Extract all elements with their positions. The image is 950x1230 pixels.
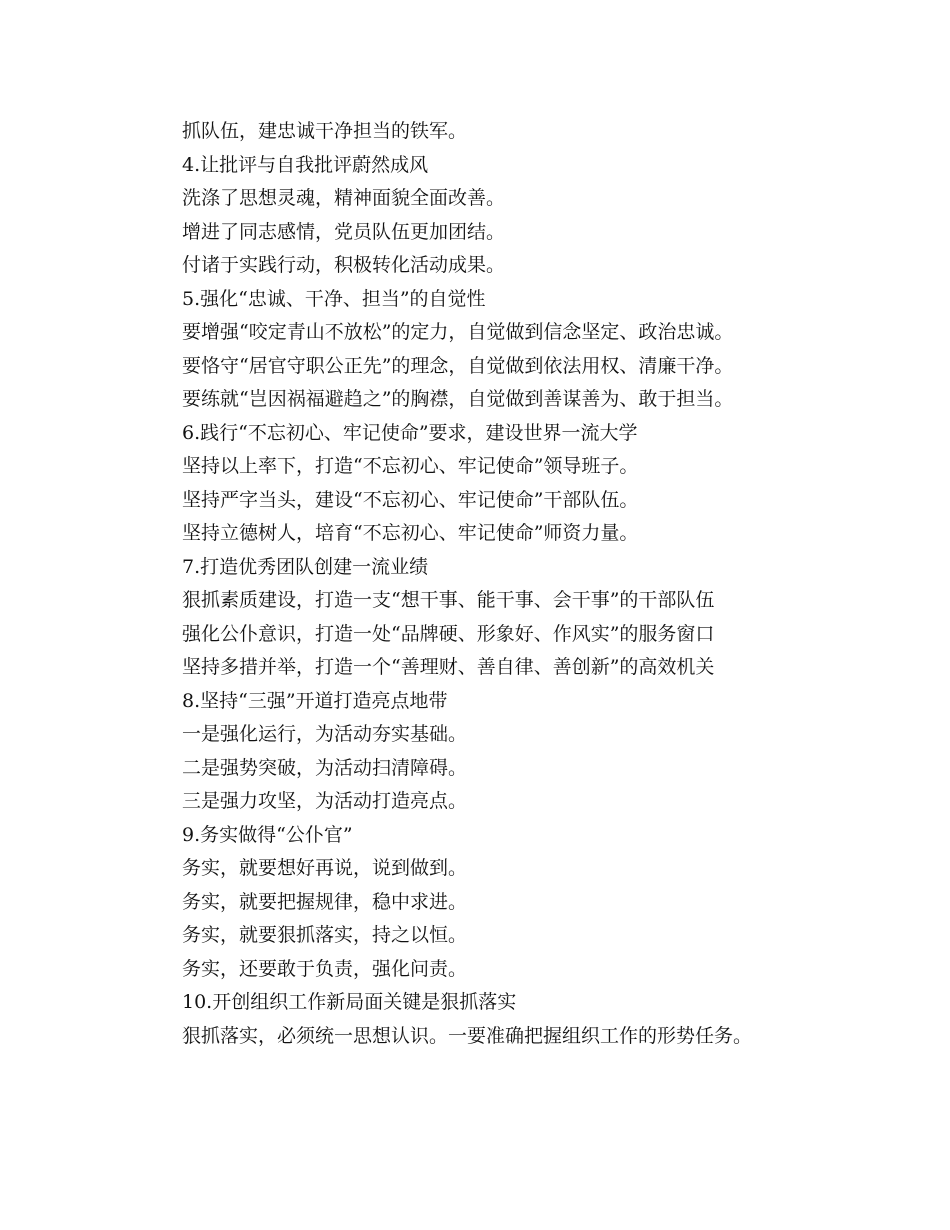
text-line: 坚持多措并举，打造一个“善理财、善自律、善创新”的高效机关 — [182, 656, 715, 678]
section-heading: 9.务实做得“公仆官” — [182, 823, 353, 846]
text-line: 务实，就要把握规律，稳中求进。 — [182, 890, 468, 913]
section-heading: 8.坚持“三强”开道打造亮点地带 — [182, 689, 448, 712]
section-heading: 5.强化“忠诚、干净、担当”的自觉性 — [182, 287, 486, 310]
text-line: 增进了同志感情，党员队伍更加团结。 — [182, 220, 506, 243]
text-line: 要增强“咬定青山不放松”的定力，自觉做到信念坚定、政治忠诚。 — [182, 321, 734, 343]
text-line: 坚持立德树人，培育“不忘初心、牢记使命”师资力量。 — [182, 522, 639, 544]
text-line: 坚持严字当头，建设“不忘初心、牢记使命”干部队伍。 — [182, 488, 639, 511]
text-line: 洗涤了思想灵魂，精神面貌全面改善。 — [182, 187, 506, 209]
text-line: 要练就“岂因祸福避趋之”的胸襟，自觉做到善谋善为、敢于担当。 — [182, 388, 734, 410]
text-line: 坚持以上率下，打造“不忘初心、牢记使命”领导班子。 — [182, 455, 639, 477]
text-line: 强化公仆意识，打造一处“品牌硬、形象好、作风实”的服务窗口 — [182, 622, 715, 645]
text-line: 抓队伍，建忠诚干净担当的铁军。 — [182, 120, 468, 142]
text-line: 狠抓素质建设，打造一支“想干事、能干事、会干事”的干部队伍 — [182, 589, 715, 611]
text-line: 三是强力攻坚，为活动打造亮点。 — [182, 790, 468, 812]
text-line: 务实，就要狠抓落实，持之以恒。 — [182, 924, 468, 946]
text-line: 二是强势突破，为活动扫清障碍。 — [182, 756, 468, 779]
section-heading: 4.让批评与自我批评蔚然成风 — [182, 153, 429, 176]
section-heading: 7.打造优秀团队创建一流业绩 — [182, 555, 429, 578]
text-line: 要恪守“居官守职公正先”的理念，自觉做到依法用权、清廉干净。 — [182, 354, 734, 377]
section-heading: 6.践行“不忘初心、牢记使命”要求，建设世界一流大学 — [182, 421, 638, 444]
document-body — [182, 115, 882, 1053]
text-line: 务实，还要敢于负责，强化问责。 — [182, 957, 468, 980]
text-line: 一是强化运行，为活动夯实基础。 — [182, 723, 468, 745]
text-line: 付诸于实践行动，积极转化活动成果。 — [182, 254, 506, 276]
text-line: 务实，就要想好再说，说到做到。 — [182, 857, 468, 879]
text-line: 狠抓落实，必须统一思想认识。一要准确把握组织工作的形势任务。 — [182, 1024, 753, 1047]
section-heading: 10.开创组织工作新局面关键是狠抓落实 — [182, 991, 517, 1013]
